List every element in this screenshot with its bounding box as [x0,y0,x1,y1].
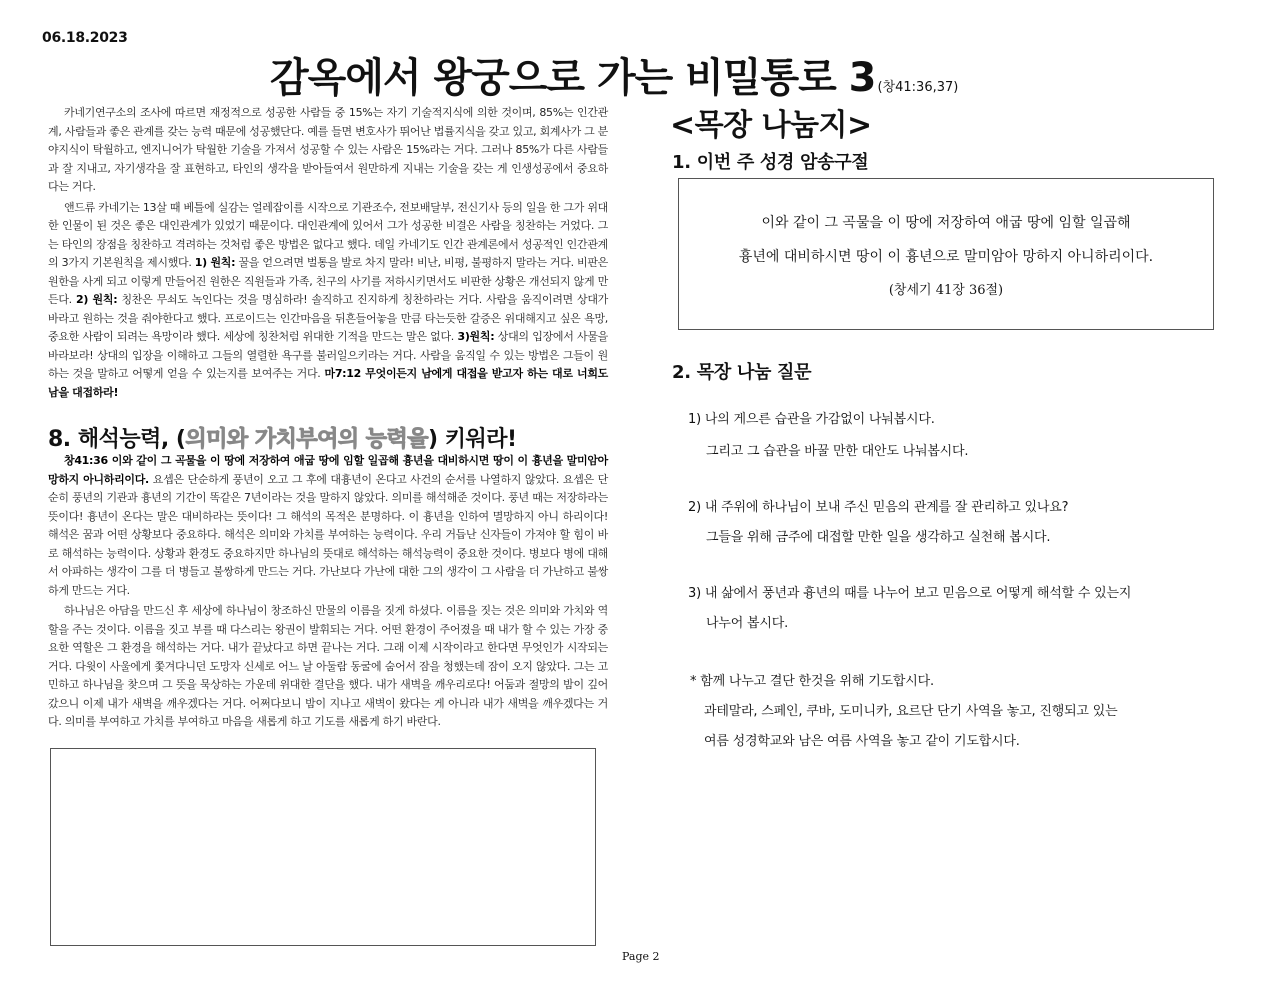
page-number: Page 2 [622,950,660,963]
question-3-line-1: 3) 내 삶에서 풍년과 흉년의 때를 나누어 보고 믿음으로 어떻게 해석할 수 있는지 [688,586,1132,601]
section-8-heading [48,422,517,453]
prayer-line-2: 과테말라, 스페인, 쿠바, 도미니카, 요르단 단기 사역을 놓고, 진행되고 있는 [704,704,1118,719]
principle-3-label: 3)원칙: [457,330,495,343]
question-3-line-2: 나누어 봅시다. [706,616,789,631]
principle-2-label: 2) 원칙: [76,293,118,306]
text-span: 꿀을 얻으려면 벌통을 발로 차지 말라! 비난, 비평, 불평하지 말라는 거다. 비판은 원한을 사게 되고 이렇게 만들어진 원한은 직원들과 가족, 친구의 사기를 저하시키면서도 비판한 상황은 개선되지 않게 만든다. [48,256,608,306]
verse-line: 이와 같이 그 곡물을 이 땅에 저장하여 애굽 땅에 임할 일곱해 [761,215,1131,231]
memory-verse-heading: 1. 이번 주 성경 암송구절 [672,152,869,173]
text-span: 상대의 입장에서 사물을 바라보라! 상대의 입장을 이해하고 그들의 열렬한 욕구를 불러일으키라는 거다. 사람을 움직일 수 있는 방법은 그들이 원하는 것을 말하고 어떻게 얻을 수 있는지를 보여주는 거다. [48,330,608,380]
text-span: 칭찬은 무쇠도 녹인다는 것을 명심하라! 솔직하고 진지하게 칭찬하라는 거다. 사람을 움직이려면 상대가 바라고 원하는 것을 줘야한다고 했다. 프로이드는 인간마음을 뒤흔들어놓을 만큼 타는듯한 갈증은 위대해지고 싶은 욕망, 중요한 사람이 되려는 욕망이라 했다. 세상에 칭찬처럼 위대한 기적을 만드는 말은 없다. [48,293,608,343]
paragraph-andrew-carnegie [48,199,608,403]
heading-text: 8. 해석능력, ( [48,427,186,452]
verse-reference: (창세기 41장 36절) [888,283,1004,298]
memo-box [50,748,596,946]
question-2-line-1: 2) 내 주위에 하나님이 보내 주신 믿음의 관계를 잘 관리하고 있나요? [688,500,1069,515]
principle-1-label: 1) 원칙: [194,256,236,269]
prayer-line-1: * 함께 나누고 결단 한것을 위해 기도합시다. [690,674,934,689]
question-1-line-1: 1) 나의 게으른 습관을 가감없이 나눠봅시다. [688,412,935,427]
small-group-heading: <목장 나눔지> [670,108,872,143]
sermon-body-top [48,104,608,402]
paragraph-carnegie-research: 카네기연구소의 조사에 따르면 재정적으로 성공한 사람들 중 15%는 자기 기술적지식에 의한 것이며, 85%는 인간관계, 사람들과 좋은 관계를 갖는 능력 때문에 성공했단다. 예를 들면 변호사가 뛰어난 법률지식을 갖고 있고, 회계사가 그 분야지식이 탁월하고, 엔지니어가 탁월한 기술을 가져서 성공할 수 있는 사람은 15%라는 거다. 그러나 85%가 다른 사람들과 잘 지내고, 자기생각을 잘 표현하고, 타인의 생각을 받아들여서 원만하게 지내는 기술을 갖는 게 인생성공에서 중요하다는 거다. [48,106,608,193]
prayer-line-3: 여름 성경학교와 남은 여름 사역을 놓고 같이 기도합시다. [704,734,1020,749]
verse-line: 흉년에 대비하시면 땅이 이 흉년으로 말미암아 망하지 아니하리이다. [738,249,1154,265]
paragraph-joseph-interpretation [48,452,608,600]
heading-outlined-text: 의미와 가치부여의 능력을 [185,427,428,452]
sermon-body-bottom [48,452,608,732]
date-label: 06.18.2023 [42,30,128,46]
question-2-line-2: 그들을 위해 금주에 대접할 만한 일을 생각하고 실천해 봅시다. [706,530,1051,545]
title-text: 감옥에서 왕궁으로 가는 비밀통로 3 [270,55,876,101]
verse-genesis-41-36: 창41:36 이와 같이 그 곡물을 이 땅에 저장하여 애굽 땅에 임할 일곱해 흉년을 대비하시면 땅이 이 흉년을 말미암아 망하지 아니하리이다. [48,454,608,486]
paragraph-naming: 하나님은 아담을 만드신 후 세상에 하나님이 창조하신 만물의 이름을 짓게 하셨다. 이름을 짓는 것은 의미와 가치와 역할을 주는 것이다. 이름을 짓고 부를 때 다스리는 왕권이 발휘되는 거다. 어떤 환경이 주어졌을 때 내가 할 수 있는 가장 중요한 역할은 그 환경을 해석하는 거다. 내가 끝났다고 하면 끝나는 거다. 그래 이제 시작이라고 한다면 무엇인가 시작되는 거다. 다윗이 사울에게 쫓겨다니던 도망자 신세로 어느 날 아둘람 동굴에 숨어서 잠을 청했는데 잠이 오지 않았다. 그는 고민하고 하나님을 찾으며 그 뜻을 묵상하는 가운데 위대한 결단을 했다. 내가 새벽을 깨우리로다! 어둠과 절망의 밤이 깊어갔으니 이제 내가 새벽을 깨우겠다는 거다. 어쩌다보니 밤이 지나고 새벽이 왔다는 게 아니라 내가 새벽을 깨우겠다는 거다. 의미를 부여하고 가치를 부여하고 마음을 새롭게 하고 기도를 새롭게 하기 바란다. [48,604,608,728]
verse-matthew-7-12: 마7:12 무엇이든지 남에게 대접을 받고자 하는 대로 너희도 남을 대접하라! [48,367,608,399]
heading-text: ) 키워라! [428,427,517,452]
sermon-title [270,46,958,103]
text-span: 앤드류 카네기는 13살 때 베틀에 실감는 얼레잡이를 시작으로 기관조수, 전보배달부, 전신기사 등의 일을 한 그가 위대한 인물이 된 것은 좋은 대인관계가 있었기 때문이다. 대인관계에 있어서 그가 성공한 비결은 사람을 칭찬하는 거었다. 그는 타인의 장점을 칭찬하고 격려하는 것처럼 좋은 방법은 없다고 했다. 데일 카네기도 인간 관계론에서 성공적인 인간관계의 3가지 기본원칙을 제시했다. [48,200,608,269]
memory-verse-box [678,178,1214,330]
question-1-line-2: 그리고 그 습관을 바꿀 만한 대안도 나눠봅시다. [706,444,969,459]
text-span: 요셉은 단순하게 풍년이 오고 그 후에 대흉년이 온다고 사건의 순서를 나열하지 않았다. 요셉은 단순히 풍년의 기관과 흉년의 기간이 똑같은 7년이라는 것을 말하지 않았다. 의미를 해석해준 것이다. 풍년 때는 저장하라는 뜻이다! 흉년이 온다는 말은 대비하라는 뜻이다! 그 해석의 목적은 분명하다. 이 흉년을 인하여 멸망하지 아니 하리이다! 해석은 꿈과 어떤 상황보다 중요하다. 해석은 의미와 가치를 부여하는 능력이다. 우리 거듭난 신자들이 가져야 할 힘이 바로 해석하는 능력이다. 상황과 환경도 중요하지만 하나님의 뜻대로 해석하는 해석능력이 중요한 것이다. 병보다 병에 대해서 아파하는 생각이 그를 더 병들고 불쌍하게 만드는 거다. 가난보다 가난에 대한 그의 생각이 그 사람을 더 가난하고 불쌍하게 만드는 거다. [48,472,608,597]
discussion-heading: 2. 목장 나눔 질문 [672,362,812,383]
scripture-reference: (창41:36,37) [877,80,959,95]
